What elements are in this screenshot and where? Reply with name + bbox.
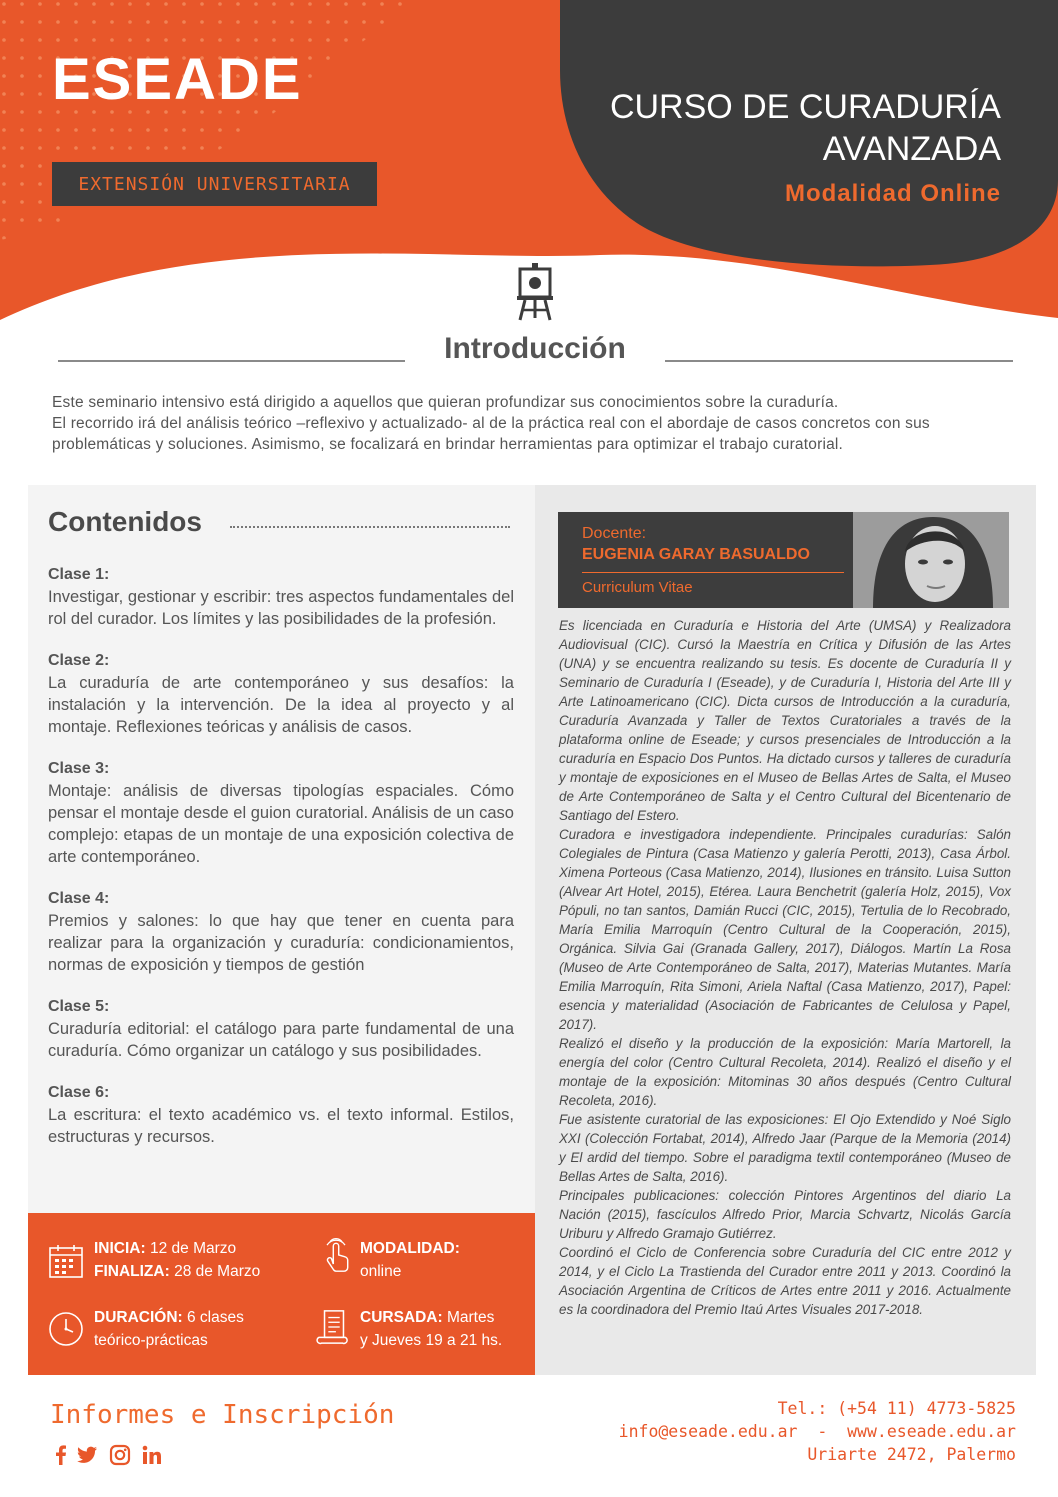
modality-info xyxy=(360,1237,460,1283)
class-label: Clase 4: xyxy=(48,890,110,907)
intro-text xyxy=(52,392,1022,455)
start-label: INICIA: xyxy=(94,1240,146,1257)
bio-paragraph: Fue asistente curatorial de las exposiciones: El Ojo Extendido y Noé Siglo XXI (Colección Fortabat, 2014), Alfredo Jaar (Parque de la Memoria (2014) y El ardid del tiempo. Sobre el paradigma textil contemporáneo (Museo de Bellas Artes de Salta, 2016). xyxy=(559,1112,1011,1184)
teacher-bio xyxy=(559,616,1011,1319)
intro-title: Introducción xyxy=(444,332,626,365)
class-item xyxy=(48,566,514,630)
class-text: Investigar, gestionar y escribir: tres aspectos fundamentales del rol del curador. Los límites y las posibilidades de la profesión. xyxy=(48,588,514,628)
eseade-logo[interactable]: ESEADE xyxy=(52,47,303,112)
class-item xyxy=(48,890,514,976)
class-label: Clase 2: xyxy=(48,652,110,669)
bio-paragraph: Principales publicaciones: colección Pintores Argentinos del diario La Nación (2015), fascículos Alfredo Prior, Marcia Schvartz, Nicolás García Uriburu y Alfredo Gramajo Gutiérrez. xyxy=(559,1188,1011,1241)
bio-paragraph: Es licenciada en Curaduría e Historia del Arte (UMSA) y Realizadora Audiovisual (CIC). Cursó la Maestría en Crítica y Difusión de las Artes (UNA) y se encuentra realizando su tesis. Es docente de Curaduría II y Seminario de Curaduría I (Eseade), y de Curaduría I, Historia del Arte III y Arte Latinoamericano (CIC). Dicta cursos de Introducción a la curaduría, Curaduría Avanzada y Taller de Textos Curatoriales a través de la plataforma online de Eseade; y cursos presenciales de Introducción a la curaduría en Espacio Dos Puntos. Ha dictado cursos y talleres de curaduría y montaje de exposiciones en el Museo de Bellas Artes de Salta, el Museo de Arte Contemporáneo de Salta y el Centro Cultural del Bicentenario de Santiago del Estero. xyxy=(559,618,1011,823)
intro-divider-right xyxy=(665,360,1013,362)
modality-subtitle: Modalidad Online xyxy=(784,180,1001,207)
teacher-label: Docente: xyxy=(582,525,647,542)
class-text: Curaduría editorial: el catálogo para parte fundamental de una curaduría. Cómo organizar un catálogo y sus posibilidades. xyxy=(48,1020,514,1060)
class-item xyxy=(48,760,514,868)
bio-paragraph: Realizó el diseño y la producción de la exposición: María Martorell, la energía del color (Centro Cultural Recoleta, 2014). Realizó el diseño y el montaje de la exposición: Mitominas 30 años después (Centro Cultural Recoleta, 2016). xyxy=(559,1036,1011,1108)
start-value: 12 de Marzo xyxy=(149,1240,237,1257)
class-item xyxy=(48,652,514,738)
contact-email-web[interactable]: info@eseade.edu.ar - www.eseade.edu.ar xyxy=(618,1422,1016,1441)
class-label: Clase 1: xyxy=(48,566,110,583)
teacher-photo xyxy=(853,512,1009,608)
class-item xyxy=(48,1084,514,1148)
course-title-line1: CURSO DE CURADURÍA xyxy=(609,88,1001,126)
clock-icon xyxy=(48,1311,84,1347)
touch-hand-icon xyxy=(318,1237,354,1273)
class-text: La escritura: el texto académico vs. el texto informal. Estilos, estructuras y recursos. xyxy=(48,1106,514,1146)
contents-dotted-rule xyxy=(230,526,510,528)
teacher-name: EUGENIA GARAY BASUALDO xyxy=(582,546,810,563)
end-label: FINALIZA: xyxy=(94,1263,170,1280)
intro-line-2: El recorrido irá del análisis teórico –reflexivo y actualizado- al de la práctica real con el abordaje de casos concretos con sus problemáticas y soluciones. Asimismo, se focalizará en brindar herramientas para optimizar el trabajo curatorial. xyxy=(52,415,930,453)
schedule-info xyxy=(360,1306,502,1352)
duration-info xyxy=(94,1306,244,1352)
bio-paragraph: Coordinó el Ciclo de Conferencia sobre Curaduría del CIC entre 2012 y 2014, y el Ciclo La Trastienda del Curador entre 2011 y 2013. Coordinó la Asociación Argentina de Críticos de Artes entre 2011 y 2016. Actualmente es la coordinadora del Premio Itaú Artes Visuales 2017-2018. xyxy=(559,1245,1011,1317)
twitter-icon[interactable] xyxy=(76,1444,98,1466)
class-text: Montaje: análisis de diversas tipologías espaciales. Cómo pensar el montaje desde el guion curatorial. Análisis de un caso complejo: etapas de un montaje de una exposición colectiva de arte contemporáneo. xyxy=(48,782,514,866)
instagram-icon[interactable] xyxy=(109,1444,131,1466)
class-label: Clase 6: xyxy=(48,1084,110,1101)
course-title xyxy=(561,86,1001,170)
class-text: La curaduría de arte contemporáneo y sus desafíos: la instalación y la intervención. De la idea al proyecto y al montaje. Reflexiones teóricas y análisis de casos. xyxy=(48,674,514,736)
course-title-line2: AVANZADA xyxy=(822,130,1001,168)
duration-value-2: teórico-prácticas xyxy=(94,1332,208,1349)
end-value: 28 de Marzo xyxy=(174,1263,261,1280)
class-text: Premios y salones: lo que hay que tener en cuenta para realizar para la organización y curaduría: condicionamientos, normas de exposición y tiempos de gestión xyxy=(48,912,514,974)
contact-phone[interactable]: Tel.: (+54 11) 4773-5825 xyxy=(777,1399,1016,1418)
contact-address: Uriarte 2472, Palermo xyxy=(807,1445,1016,1464)
contact-info xyxy=(619,1397,1016,1466)
teacher-divider xyxy=(582,572,844,573)
class-label: Clase 3: xyxy=(48,760,110,777)
schedule-label: CURSADA: xyxy=(360,1309,443,1326)
footer-title: Informes e Inscripción xyxy=(50,1400,395,1430)
duration-label: DURACIÓN: xyxy=(94,1309,183,1326)
class-list xyxy=(48,566,514,1170)
bio-paragraph: Curadora e investigadora independiente. Principales curadurías: Salón Colegiales de Pintura (Casa Matienzo y galería Perotti, 2013), Casa Árbol. Ximena Porteous (Casa Matienzo, 2014), Ilusiones en tránsito. Luisa Sutton (Alvear Art Hotel, 2015), Etérea. Laura Benchetrit (galería Holz, 2015), Vox Pópuli, no tan santos, Damián Rucci (CIC, 2015), Tertulia de lo Recobrado, María Emilia Marroquín (Centro Cultural de la Cooperación, 2015), Orgánica. Silvia Gai (Granada Gallery, 2017), Diálogos. Martín La Rosa (Museo de Arte Contemporáneo de Salta, 2017), Materias Mutantes. María Emilia Marroquín, Rita Simoni, Ariela Naftal (Casa Matienzo, 2017), Papel: esencia y materialidad (Asociación de Fabricantes de Celulosa y Papel, 2017). xyxy=(559,827,1011,1032)
class-label: Clase 5: xyxy=(48,998,110,1015)
linkedin-icon[interactable] xyxy=(141,1444,163,1466)
course-info-box xyxy=(28,1213,535,1375)
schedule-value-1: Martes xyxy=(446,1309,495,1326)
extension-badge: EXTENSIÓN UNIVERSITARIA xyxy=(52,162,377,206)
class-item xyxy=(48,998,514,1062)
duration-value-1: 6 clases xyxy=(187,1309,244,1326)
calendar-icon xyxy=(48,1243,84,1279)
modality-value: online xyxy=(360,1263,402,1280)
curriculum-vitae-label: Curriculum Vitae xyxy=(582,579,693,596)
easel-icon xyxy=(515,263,555,321)
document-icon xyxy=(316,1309,352,1345)
modality-label: MODALIDAD: xyxy=(360,1240,460,1257)
facebook-icon[interactable] xyxy=(50,1444,72,1466)
intro-line-1: Este seminario intensivo está dirigido a aquellos que quieran profundizar sus conocimientos sobre la curaduría. xyxy=(52,394,839,411)
intro-divider-left xyxy=(58,360,405,362)
schedule-value-2: y Jueves 19 a 21 hs. xyxy=(360,1332,503,1349)
contents-title: Contenidos xyxy=(48,506,202,537)
start-end-info xyxy=(94,1237,260,1283)
